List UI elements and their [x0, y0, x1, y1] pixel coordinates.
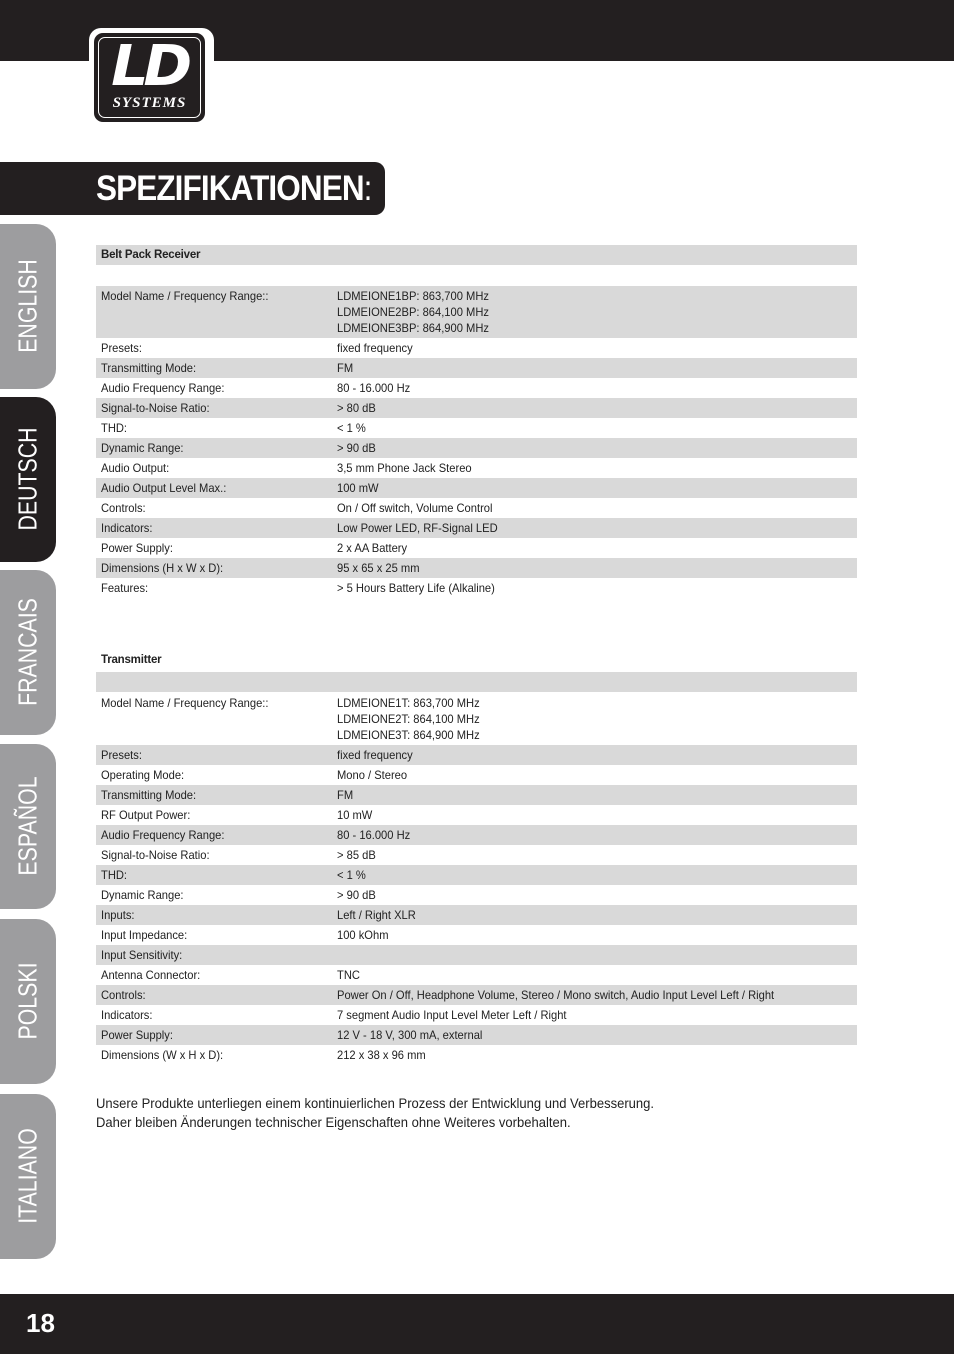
spec-key: THD:: [101, 421, 128, 435]
spec-value: < 1 %: [337, 868, 366, 882]
spec-row: [96, 693, 857, 745]
spec-key: Input Sensitivity:: [101, 948, 183, 962]
spec-key: Dimensions (H x W x D):: [101, 561, 224, 575]
spec-value: 100 kOhm: [337, 928, 389, 942]
spec-key: Power Supply:: [101, 541, 173, 555]
receiver-spec-table: [96, 286, 857, 598]
spec-row: [96, 418, 857, 438]
spec-key: Audio Frequency Range:: [101, 381, 225, 395]
spec-row: [96, 805, 857, 825]
spec-value: fixed frequency: [337, 341, 413, 355]
spec-row: [96, 478, 857, 498]
spec-key: Indicators:: [101, 1008, 153, 1022]
spec-row: [96, 1025, 857, 1045]
spec-value: LDMEIONE1T: 863,700 MHz LDMEIONE2T: 864,100 MHz LDMEIONE3T: 864,900 MHz: [337, 696, 480, 742]
spec-key: Antenna Connector:: [101, 968, 201, 982]
spec-row: [96, 398, 857, 418]
spec-value: > 85 dB: [337, 848, 376, 862]
spec-key: Audio Output:: [101, 461, 170, 475]
spec-value: 80 - 16.000 Hz: [337, 381, 411, 395]
spec-row: [96, 518, 857, 538]
spec-value: TNC: [337, 968, 360, 982]
tab-francais[interactable]: [0, 570, 56, 735]
spec-value: > 80 dB: [337, 401, 376, 415]
spec-key: Input Impedance:: [101, 928, 188, 942]
spec-row: [96, 745, 857, 765]
spec-value: 12 V - 18 V, 300 mA, external: [337, 1028, 483, 1042]
footnote-line-1: Unsere Produkte unterliegen einem kontinuierlichen Prozess der Entwicklung und Verbesserung.: [96, 1095, 655, 1111]
spec-value: > 90 dB: [337, 441, 376, 455]
spec-key: Indicators:: [101, 521, 153, 535]
spec-row: [96, 785, 857, 805]
spec-row: [96, 358, 857, 378]
spec-row: [96, 925, 857, 945]
spec-row: [96, 558, 857, 578]
spec-value: Low Power LED, RF-Signal LED: [337, 521, 498, 535]
spec-key: Signal-to-Noise Ratio:: [101, 401, 210, 415]
spec-key: THD:: [101, 868, 128, 882]
tab-italiano[interactable]: [0, 1094, 56, 1259]
spec-value: 100 mW: [337, 481, 379, 495]
spec-row: [96, 845, 857, 865]
spec-row: [96, 765, 857, 785]
spec-key: Controls:: [101, 501, 146, 515]
spec-key: Presets:: [101, 748, 142, 762]
spec-key: Dynamic Range:: [101, 888, 184, 902]
spec-row: [96, 458, 857, 478]
spec-value: On / Off switch, Volume Control: [337, 501, 493, 515]
spec-key: Audio Frequency Range:: [101, 828, 225, 842]
tab-polski[interactable]: [0, 919, 56, 1084]
tab-label: POLSKI: [12, 962, 43, 1040]
footnote-line-2: Daher bleiben Änderungen technischer Eigenschaften ohne Weiteres vorbehalten.: [96, 1114, 571, 1130]
spec-row: [96, 378, 857, 398]
spec-key: Dimensions (W x H x D):: [101, 1048, 224, 1062]
spec-value: 3,5 mm Phone Jack Stereo: [337, 461, 472, 475]
spec-value: LDMEIONE1BP: 863,700 MHz LDMEIONE2BP: 864,100 MHz LDMEIONE3BP: 864,900 MHz: [337, 289, 489, 335]
bottom-bar: [0, 1294, 954, 1354]
tab-english[interactable]: [0, 224, 56, 389]
footnote: [96, 1094, 696, 1132]
tab-label: DEUTSCH: [12, 427, 43, 531]
tab-espaol[interactable]: [0, 744, 56, 909]
spec-key: Model Name / Frequency Range::: [101, 696, 269, 710]
spec-key: Audio Output Level Max.:: [101, 481, 227, 495]
transmitter-heading: Transmitter: [101, 654, 162, 666]
spec-key: Presets:: [101, 341, 142, 355]
brand-logo: [89, 28, 214, 127]
spec-value: 95 x 65 x 25 mm: [337, 561, 420, 575]
spec-value: > 90 dB: [337, 888, 376, 902]
spec-row: [96, 865, 857, 885]
logo-subtext: SYSTEMS: [112, 95, 187, 111]
tab-label: FRANCAIS: [12, 598, 43, 706]
tab-label: ITALIANO: [12, 1128, 43, 1224]
spec-key: Dynamic Range:: [101, 441, 184, 455]
tab-label: ESPAÑOL: [12, 776, 43, 876]
spec-row: [96, 538, 857, 558]
spec-key: Power Supply:: [101, 1028, 173, 1042]
spec-row: [96, 905, 857, 925]
spec-row: [96, 578, 857, 598]
spec-row: [96, 885, 857, 905]
spec-value: 2 x AA Battery: [337, 541, 408, 555]
spec-value: 212 x 38 x 96 mm: [337, 1048, 426, 1062]
spec-value: Left / Right XLR: [337, 908, 416, 922]
spec-key: Features:: [101, 581, 149, 595]
spec-value: < 1 %: [337, 421, 366, 435]
spec-key: Controls:: [101, 988, 146, 1002]
spec-row: [96, 945, 857, 965]
spec-row: [96, 825, 857, 845]
spec-value: Mono / Stereo: [337, 768, 408, 782]
tab-label: ENGLISH: [12, 259, 43, 353]
spec-key: Model Name / Frequency Range::: [101, 289, 269, 303]
spec-key: Operating Mode:: [101, 768, 185, 782]
spec-row: [96, 1005, 857, 1025]
spec-row: [96, 1045, 857, 1065]
spec-key: Transmitting Mode:: [101, 788, 197, 802]
spec-value: FM: [337, 361, 354, 375]
spec-key: Signal-to-Noise Ratio:: [101, 848, 210, 862]
page-number: 18: [26, 1308, 55, 1338]
spec-value: Power On / Off, Headphone Volume, Stereo / Mono switch, Audio Input Level Left / Right: [337, 988, 775, 1002]
spec-row: [96, 286, 857, 338]
spec-row: [96, 498, 857, 518]
spec-value: fixed frequency: [337, 748, 413, 762]
spec-key: Inputs:: [101, 908, 135, 922]
spec-row: [96, 338, 857, 358]
spec-value: FM: [337, 788, 354, 802]
transmitter-header-bar: [96, 672, 857, 692]
spec-value: 7 segment Audio Input Level Meter Left / Right: [337, 1008, 567, 1022]
spec-row: [96, 985, 857, 1005]
receiver-heading: Belt Pack Receiver: [96, 245, 857, 265]
transmitter-spec-table: [96, 693, 857, 1065]
page-title: SPEZIFIKATIONEN:: [96, 169, 372, 208]
logo-text: LD: [111, 34, 187, 99]
spec-key: Transmitting Mode:: [101, 361, 197, 375]
spec-value: 80 - 16.000 Hz: [337, 828, 411, 842]
spec-key: RF Output Power:: [101, 808, 191, 822]
spec-value: 10 mW: [337, 808, 373, 822]
spec-row: [96, 965, 857, 985]
spec-value: [337, 947, 857, 963]
spec-row: [96, 438, 857, 458]
tab-deutsch[interactable]: [0, 397, 56, 562]
spec-value: > 5 Hours Battery Life (Alkaline): [337, 581, 495, 595]
